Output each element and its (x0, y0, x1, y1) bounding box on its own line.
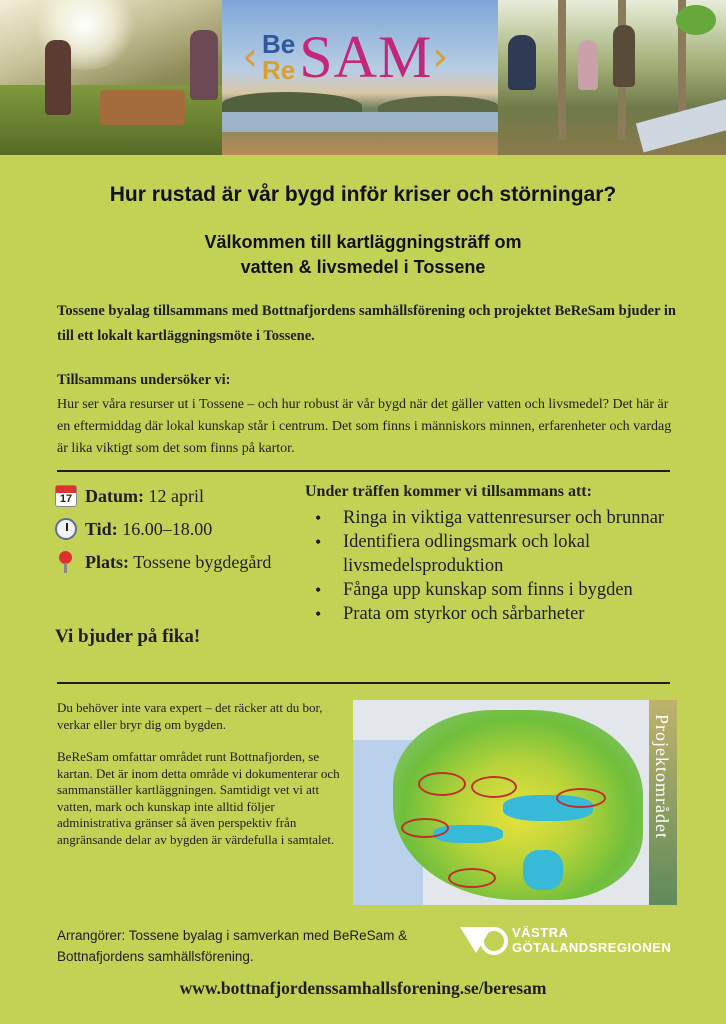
investigate-title: Tillsammans undersöker vi: (57, 372, 231, 388)
map-marker-ring (556, 788, 606, 808)
subtitle-line-1: Välkommen till kartläggningsträff om (204, 232, 522, 252)
vgr-line-2: GÖTALANDSREGIONEN (512, 940, 672, 955)
map-band-label: Projektområdet (652, 714, 672, 839)
date-label: Datum: (85, 486, 144, 506)
time-value: 16.00–18.00 (122, 519, 213, 539)
date-value: 12 april (148, 486, 204, 506)
vgr-line-1: VÄSTRA (512, 925, 569, 940)
logo-re: Re (262, 55, 296, 85)
organizers-text: Arrangörer: Tossene byalag i samverkan med BeReSam & Bottnafjordens samhällsförening. (57, 928, 408, 964)
photo-fjord-landscape (222, 0, 498, 155)
project-area-map (353, 700, 677, 905)
vastra-gotalandsregionen-logo (460, 925, 671, 955)
map-label-band (649, 700, 677, 905)
activities-list (305, 506, 675, 626)
activities-title: Under träffen kommer vi tillsammans att: (305, 483, 592, 500)
page-subtitle (0, 230, 726, 280)
logo-sam: SAM (299, 23, 433, 90)
list-item: • Identifiera odlingsmark och lokal livsmedelsproduktion (305, 530, 675, 578)
map-marker-ring (471, 776, 517, 798)
event-facts (55, 480, 300, 579)
date-row (55, 480, 300, 513)
divider-top (57, 470, 670, 472)
activities-section (305, 480, 675, 626)
page-title: Hur rustad är vår bygd inför kriser och störningar? (109, 183, 617, 206)
fika-note: Vi bjuder på fika! (55, 626, 201, 647)
list-item: • Prata om styrkor och sårbarheter (305, 602, 675, 626)
location-pin-icon (55, 551, 77, 573)
divider-bottom (57, 682, 670, 684)
calendar-icon: 17 (55, 485, 77, 507)
subtitle-line-2: vatten & livsmedel i Tossene (240, 257, 486, 277)
place-row (55, 546, 300, 579)
map-marker-ring (448, 868, 496, 888)
time-label: Tid: (85, 519, 118, 539)
list-item: • Ringa in viktiga vattenresurser och brunnar (305, 506, 675, 530)
time-row (55, 513, 300, 546)
header-photo-strip (0, 0, 726, 155)
photo-forest-family (498, 0, 726, 155)
lower-paragraph-1: Du behöver inte vara expert – det räcker att du bor, verkar eller bryr dig om bygden. (57, 700, 323, 732)
intro-paragraph: Tossene byalag tillsammans med Bottnafjordens samhällsförening och projektet BeReSam bjuder in till ett lokalt kartläggningsmöte i Tossene. (57, 303, 676, 344)
place-value: Tossene bygdegård (133, 552, 272, 572)
map-marker-ring (418, 772, 466, 796)
website-url: www.bottnafjordenssamhallsforening.se/beresam (179, 978, 547, 998)
photo-garden-harvest (0, 0, 222, 155)
logo-be: Be (262, 29, 296, 59)
place-label: Plats: (85, 552, 129, 572)
list-item: • Fånga upp kunskap som finns i bygden (305, 578, 675, 602)
beresam-logo: ‹ Be Re SAM › (242, 23, 449, 90)
vgr-mark-icon (460, 925, 502, 955)
clock-icon (55, 518, 77, 540)
lower-paragraph-2: BeReSam omfattar området runt Bottnafjorden, se kartan. Det är inom detta område vi dokumenterar och sammanställer kartläggningen. Samtidigt vet vi att vatten, mark och kunskap inte alltid följer administrativa gränser så även perspektiv från angränsande delar av bygden är värdefulla i samtalet. (57, 749, 340, 847)
lower-text (57, 700, 347, 848)
map-marker-ring (401, 818, 449, 838)
investigate-body: Hur ser våra resurser ut i Tossene – och hur robust är vår bygd när det gäller vatten och livsmedel? Det här är en eftermiddag där lokal kunskap står i centrum. Det som finns i människors minnen, erfarenheter och vardag är lika viktigt som det som finns på kartor. (57, 397, 672, 456)
